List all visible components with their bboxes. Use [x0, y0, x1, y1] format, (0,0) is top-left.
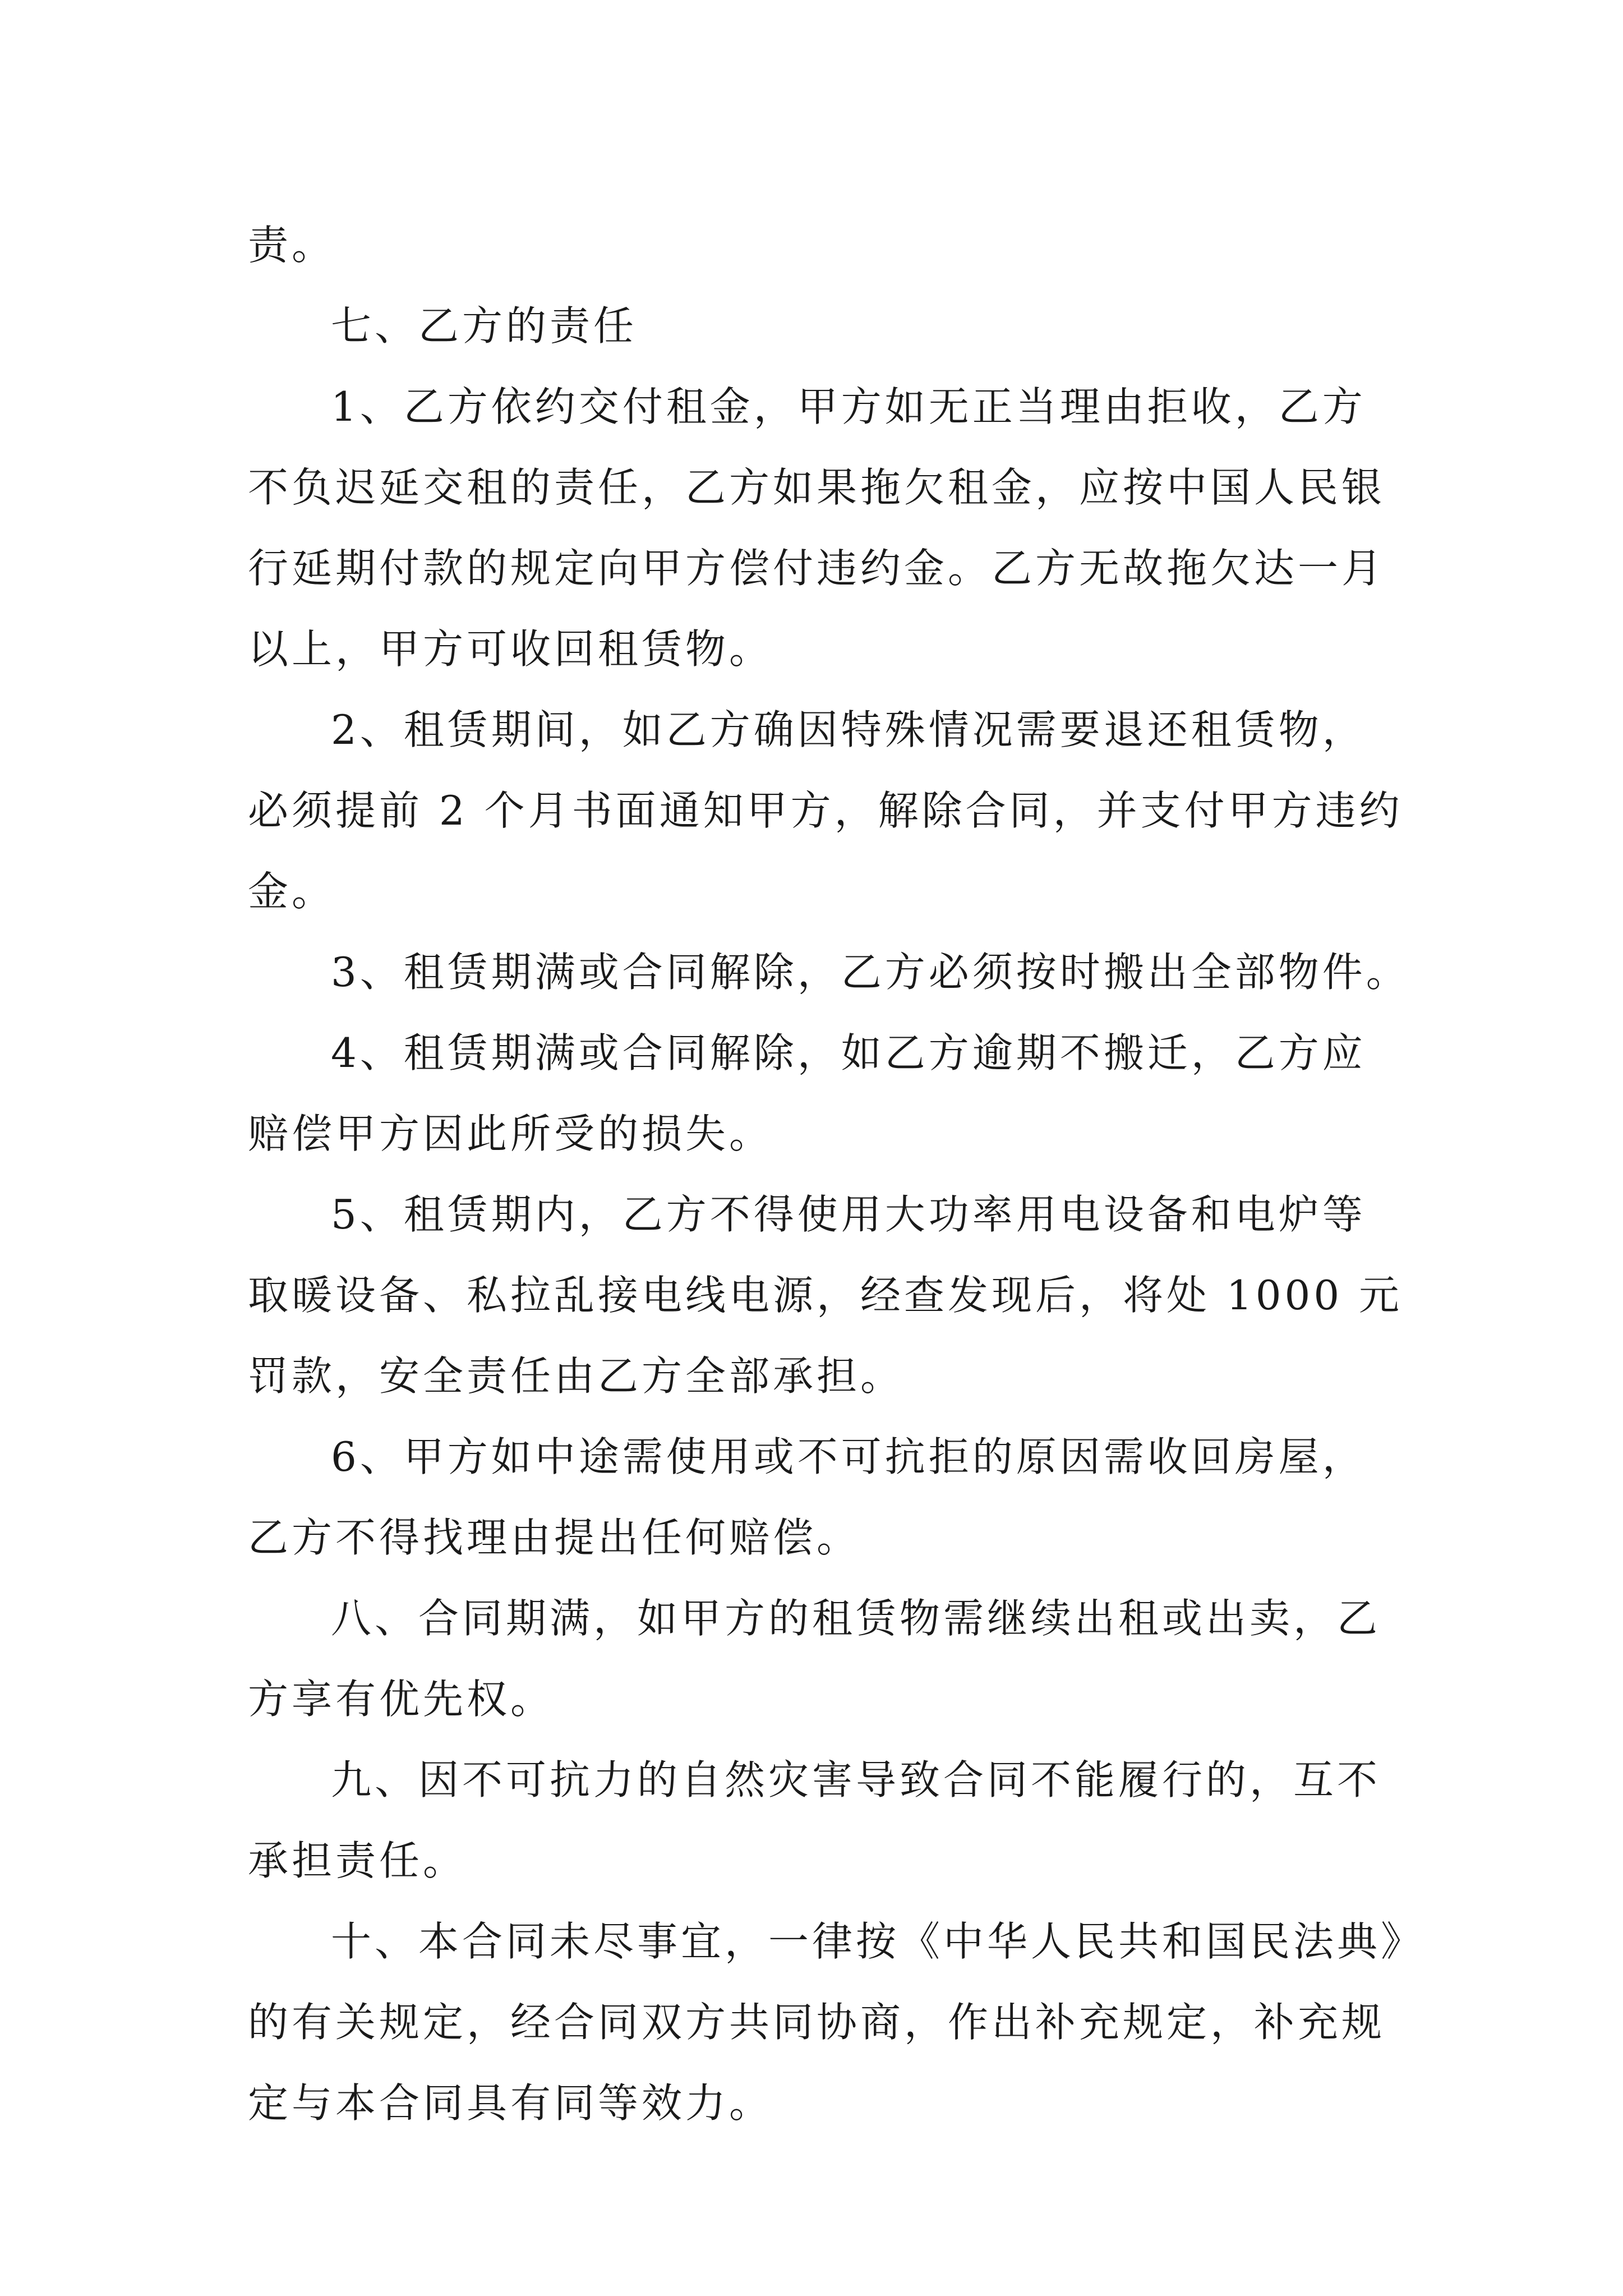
text-line: 责。 — [248, 222, 336, 269]
text-line: 赔偿甲方因此所受的损失。 — [248, 1110, 773, 1157]
text-line: 1、乙方依约交付租金，甲方如无正当理由拒收，乙方 — [331, 383, 1366, 430]
text-line: 取暖设备、私拉乱接电线电源，经查发现后，将处 1000 元 — [248, 1272, 1403, 1319]
section-heading-party-b-responsibility: 七、乙方的责任 — [331, 302, 638, 349]
text-line: 的有关规定，经合同双方共同协商，作出补充规定，补充规 — [248, 1999, 1386, 2046]
text-line: 3、租赁期满或合同解除，乙方必须按时搬出全部物件。 — [331, 949, 1410, 996]
text-line: 必须提前 2 个月书面通知甲方，解除合同，并支付甲方违约 — [248, 787, 1403, 834]
text-line: 以上，甲方可收回租赁物。 — [248, 625, 773, 673]
text-line: 金。 — [248, 868, 336, 915]
section-nine-line: 九、因不可抗力的自然灾害导致合同不能履行的，互不 — [331, 1756, 1381, 1803]
text-line: 定与本合同具有同等效力。 — [248, 2079, 773, 2127]
text-line: 6、甲方如中途需使用或不可抗拒的原因需收回房屋， — [331, 1433, 1366, 1480]
text-line: 乙方不得找理由提出任何赔偿。 — [248, 1514, 861, 1561]
text-line: 4、租赁期满或合同解除，如乙方逾期不搬迁，乙方应 — [331, 1029, 1366, 1076]
text-line: 行延期付款的规定向甲方偿付违约金。乙方无故拖欠达一月 — [248, 545, 1386, 592]
text-line: 承担责任。 — [248, 1837, 467, 1884]
text-line: 不负迟延交租的责任，乙方如果拖欠租金，应按中国人民银 — [248, 464, 1386, 511]
document-body — [248, 205, 1425, 2143]
text-line: 2、租赁期间，如乙方确因特殊情况需要退还租赁物， — [331, 706, 1366, 753]
section-eight-line: 八、合同期满，如甲方的租赁物需继续出租或出卖，乙 — [331, 1595, 1381, 1642]
text-line: 方享有优先权。 — [248, 1676, 555, 1723]
section-ten-line: 十、本合同未尽事宜，一律按《中华人民共和国民法典》 — [331, 1918, 1425, 1965]
text-line: 罚款，安全责任由乙方全部承担。 — [248, 1352, 905, 1400]
text-line: 5、租赁期内，乙方不得使用大功率用电设备和电炉等 — [331, 1191, 1366, 1238]
